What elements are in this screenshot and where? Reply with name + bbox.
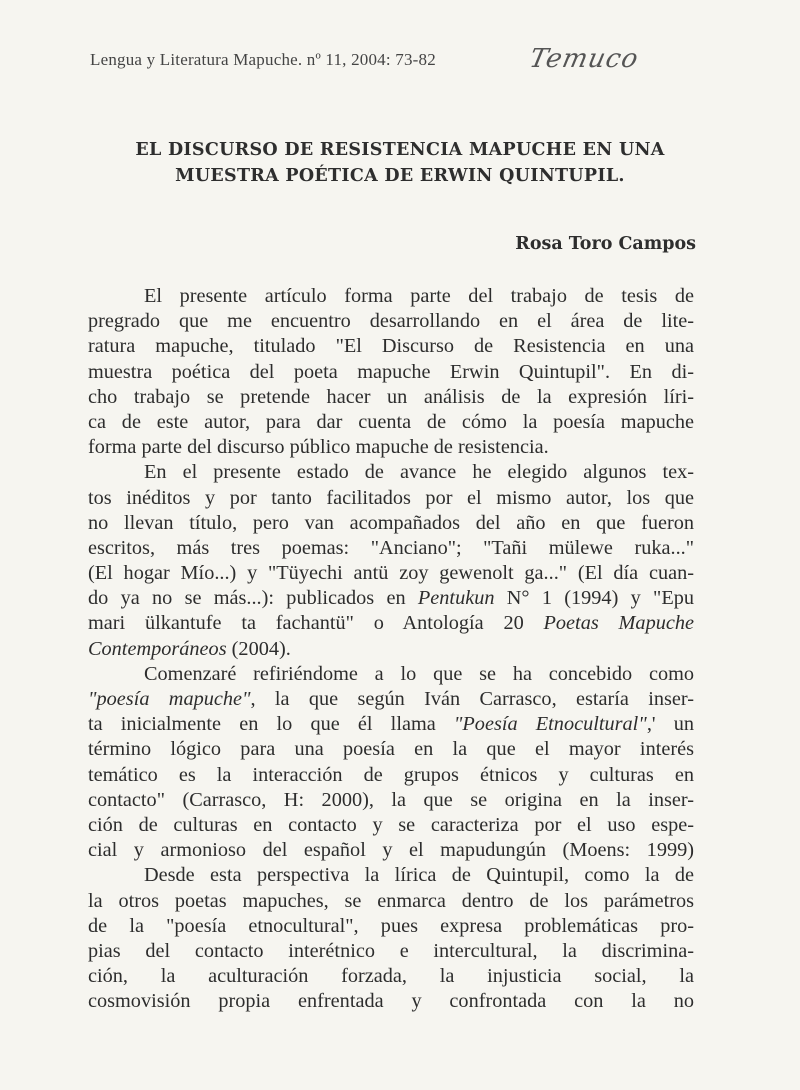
body-line: muestra poética del poeta mapuche Erwin Quintupil". En di- <box>88 360 694 383</box>
title-line-2: MUESTRA POÉTICA DE ERWIN QUINTUPIL. <box>175 166 625 186</box>
italic-text: Contemporáneos <box>88 637 227 660</box>
journal-header: Lengua y Literatura Mapuche. nº 11, 2004: 73-82 <box>90 50 436 69</box>
body-line: ca de este autor, para dar cuenta de cómo la poesía mapuche <box>88 410 694 433</box>
italic-text: "poesía mapuche" <box>88 688 251 710</box>
body-line: término lógico para una poesía en la que el mayor interés <box>88 738 694 761</box>
body-line: la otros poetas mapuches, se enmarca dentro de los parámetros <box>88 889 694 912</box>
italic-text: "Poesía Etnocultural" <box>453 713 647 736</box>
body-text: ta inicialmente en lo que él llama <box>88 713 454 736</box>
body-line: (El hogar Mío...) y "Tüyechi antü zoy gewenolt ga..." (El día cuan- <box>88 562 694 585</box>
body-line <box>88 687 694 712</box>
body-text: (2004). <box>231 637 291 660</box>
body-line <box>88 712 694 737</box>
body-line: escritos, más tres poemas: "Anciano"; "Tañi mülewe ruka..." <box>88 536 694 559</box>
body-line: cho trabajo se pretende hacer un análisis de la expresión líri- <box>88 385 694 408</box>
body-line: pias del contacto interétnico e intercultural, la discrimina- <box>88 939 694 962</box>
body-line: Comenzaré refiriéndome a lo que se ha concebido como <box>144 662 694 685</box>
body-line: no llevan título, pero van acompañados del año en que fueron <box>88 511 694 534</box>
body-line: pregrado que me encuentro desarrollando en el área de lite- <box>88 310 694 333</box>
author-name: Rosa Toro Campos <box>515 234 696 254</box>
body-line: de la "poesía etnocultural", pues expresa problemáticas pro- <box>88 914 694 937</box>
body-text: do ya no se más...): publicados en <box>88 587 418 610</box>
body-line: El presente artículo forma parte del trabajo de tesis de <box>144 285 694 307</box>
body-line <box>88 586 694 611</box>
body-line: ción, la aculturación forzada, la injusticia social, la <box>88 965 694 988</box>
body-line <box>88 637 694 662</box>
body-text: N° 1 (1994) y "Epu <box>494 587 694 610</box>
body-text: ,' un <box>646 713 694 736</box>
body-line: forma parte del discurso público mapuche de resistencia. <box>88 436 549 459</box>
italic-text: Poetas Mapuche <box>543 612 694 635</box>
article-title <box>100 137 700 189</box>
body-line: cosmovisión propia enfrentada y confrontada con la no <box>88 990 694 1013</box>
body-line: cial y armonioso del español y el mapudungún (Moens: 1999) <box>88 839 694 862</box>
body-line: contacto" (Carrasco, H: 2000), la que se origina en la inser- <box>88 788 694 811</box>
italic-text: Pentukun <box>417 587 495 610</box>
title-line-1: EL DISCURSO DE RESISTENCIA MAPUCHE EN UNA <box>135 140 665 160</box>
handwritten-annotation: Temuco <box>526 44 642 74</box>
body-text: , la que según Iván Carrasco, estaría inser- <box>250 688 694 710</box>
body-line: temático es la interacción de grupos étnicos y culturas en <box>88 763 694 786</box>
article-body <box>88 284 694 1014</box>
body-line: Desde esta perspectiva la lírica de Quintupil, como la de <box>144 864 694 887</box>
body-line: ratura mapuche, titulado "El Discurso de Resistencia en una <box>88 335 694 358</box>
body-line <box>88 611 694 636</box>
body-line: En el presente estado de avance he elegido algunos tex- <box>144 461 694 484</box>
body-line: ción de culturas en contacto y se caracteriza por el uso espe- <box>88 813 694 836</box>
body-text: mari ülkantufe ta fachantü" o Antología 20 <box>88 612 544 635</box>
body-line: tos inéditos y por tanto facilitados por el mismo autor, los que <box>88 486 694 509</box>
